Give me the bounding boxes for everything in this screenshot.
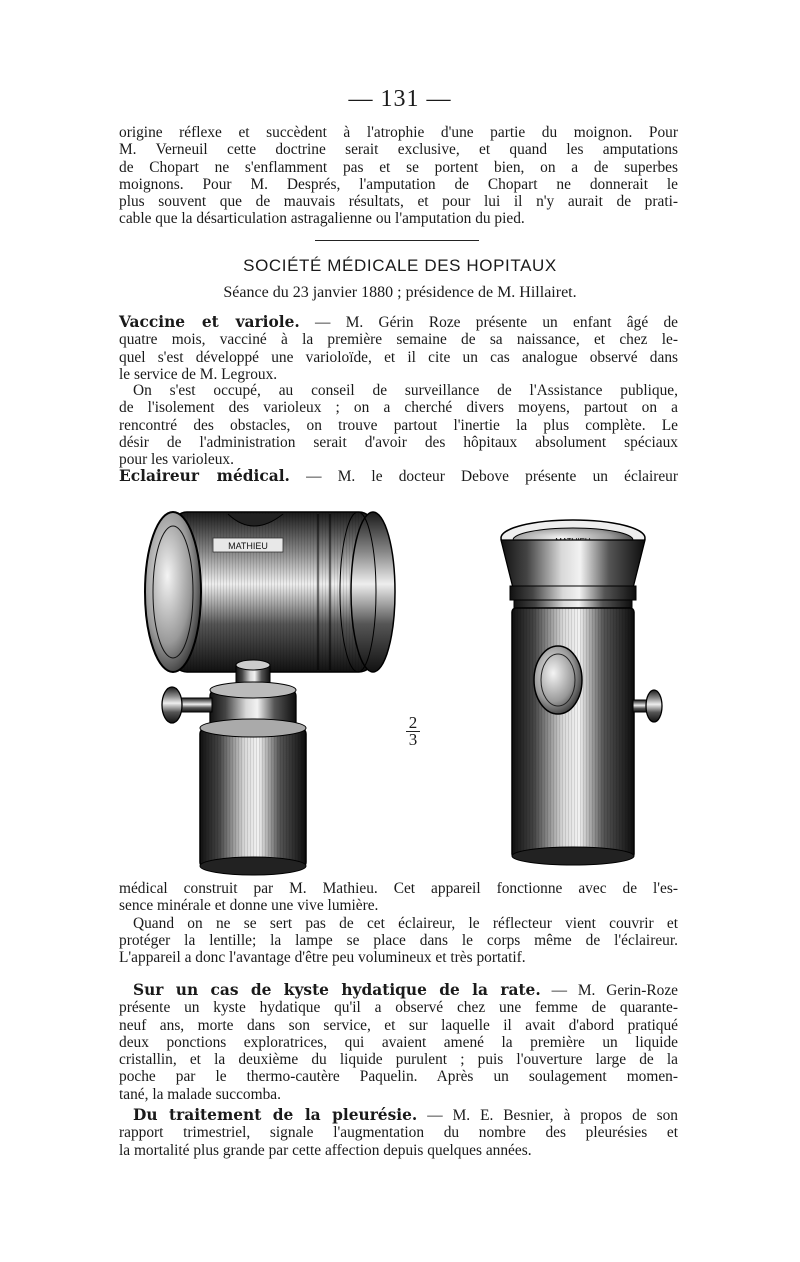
eclaireur-line: — M. le docteur Debove présente un éclaireur [306,468,678,485]
text-line [119,1107,678,1124]
right-lamp-device [501,520,662,865]
left-lamp-device [145,512,395,875]
caption-paragraph [119,880,678,966]
figure-label [398,715,428,748]
text-line [119,982,678,999]
text-line: de l'isolement des varioleux ; on a cherché divers moyens, partout on a [119,399,678,417]
figure-label-bottom: 3 [408,730,418,749]
text-line: tané, la malade succomba. [119,1085,281,1103]
text-line: rencontré des obstacles, on trouve partout l'inertie la plus complète. Le [119,416,678,434]
vaccine-heading: Vaccine et variole. [119,313,300,331]
text-line: origine réflexe et succèdent à l'atrophie d'une partie du moignon. Pour [119,124,678,141]
eclaireur-paragraph [119,468,678,485]
isolation-paragraph [119,382,678,468]
maker-mark-left: MATHIEU [228,541,268,551]
vaccine-paragraph [119,314,678,383]
kyste-heading: Sur un cas de kyste hydatique de la rate. [133,981,541,999]
section-title: SOCIÉTÉ MÉDICALE DES HOPITAUX [243,256,557,275]
kyste-first-line: — M. Gerin-Roze [551,982,678,999]
text-line: pour les varioleux. [119,451,234,469]
figure-label-top: 2 [406,715,420,732]
kyste-paragraph [119,982,678,1103]
intro-paragraph [119,124,678,228]
eclaireur-heading: Eclaireur médical. [119,467,290,485]
vaccine-first-line: — M. Gérin Roze présente un enfant âgé de [315,314,678,331]
text-line [119,468,678,485]
text-line: Quand on ne se sert pas de cet éclaireur, le réflecteur vient couvrir et [133,914,678,932]
text-line: On s'est occupé, au conseil de surveillance de l'Assistance publique, [133,382,678,399]
text-line: désir de l'administration serait d'avoir des hôpitaux absolument spéciaux [119,433,678,451]
text-line: neuf ans, morte dans son service, et sur laquelle il avait d'abord pratiqué [119,1016,678,1034]
text-line: quel s'est développé une varioloïde, et il cite un cas analogue observé dans [119,348,678,366]
session-line: Séance du 23 janvier 1880 ; présidence de M. Hillairet. [223,284,577,301]
text-line: présente un kyste hydatique qu'il a observé chez une femme de quarante- [119,999,678,1017]
eclaireur-engraving [118,500,678,880]
section-divider [315,240,479,241]
text-line: M. Verneuil cette doctrine serait exclusive, et quand les amputations [119,141,678,159]
pleuresie-paragraph [119,1107,678,1159]
text-line: deux ponctions exploratrices, qui avaient amené la première un liquide [119,1033,678,1051]
text-line: médical construit par M. Mathieu. Cet appareil fonctionne avec de l'es- [119,880,678,897]
text-line: moignons. Pour M. Després, l'amputation de Chopart ne donnerait le [119,175,678,193]
text-line: sence minérale et donne une vive lumière. [119,897,379,915]
text-line: protéger la lentille; la lampe se place dans le corps même de l'éclaireur. [119,931,678,949]
text-line: de Chopart ne s'enflamment pas et se portent bien, on a de superbes [119,158,678,176]
eclaireur-figure [118,500,678,880]
text-line: le service de M. Legroux. [119,365,278,383]
pleuresie-heading: Du traitement de la pleurésie. [133,1106,418,1124]
text-line [119,314,678,331]
text-line: la mortalité plus grande par cette affection depuis quelques années. [119,1141,532,1159]
text-line: cable que la désarticulation astragalienne ou l'amputation du pied. [119,210,525,228]
text-line: rapport trimestriel, signale l'augmentation du nombre des pleurésies et [119,1124,678,1142]
pleuresie-first-line: — M. E. Besnier, à propos de son [427,1107,679,1124]
text-line: L'appareil a donc l'avantage d'être peu volumineux et très portatif. [119,949,526,967]
text-line: poche par le thermo-cautère Paquelin. Après un soulagement momen- [119,1068,678,1086]
text-line: quatre mois, vacciné à la première semaine de sa naissance, et chez le- [119,331,678,349]
page-number: — 131 — [348,86,452,112]
text-line: plus souvent que de mauvais résultats, et pour lui il n'y aurait de prati- [119,193,678,211]
text-line: cristallin, et la deuxième du liquide purulent ; puis l'ouverture large de la [119,1051,678,1069]
